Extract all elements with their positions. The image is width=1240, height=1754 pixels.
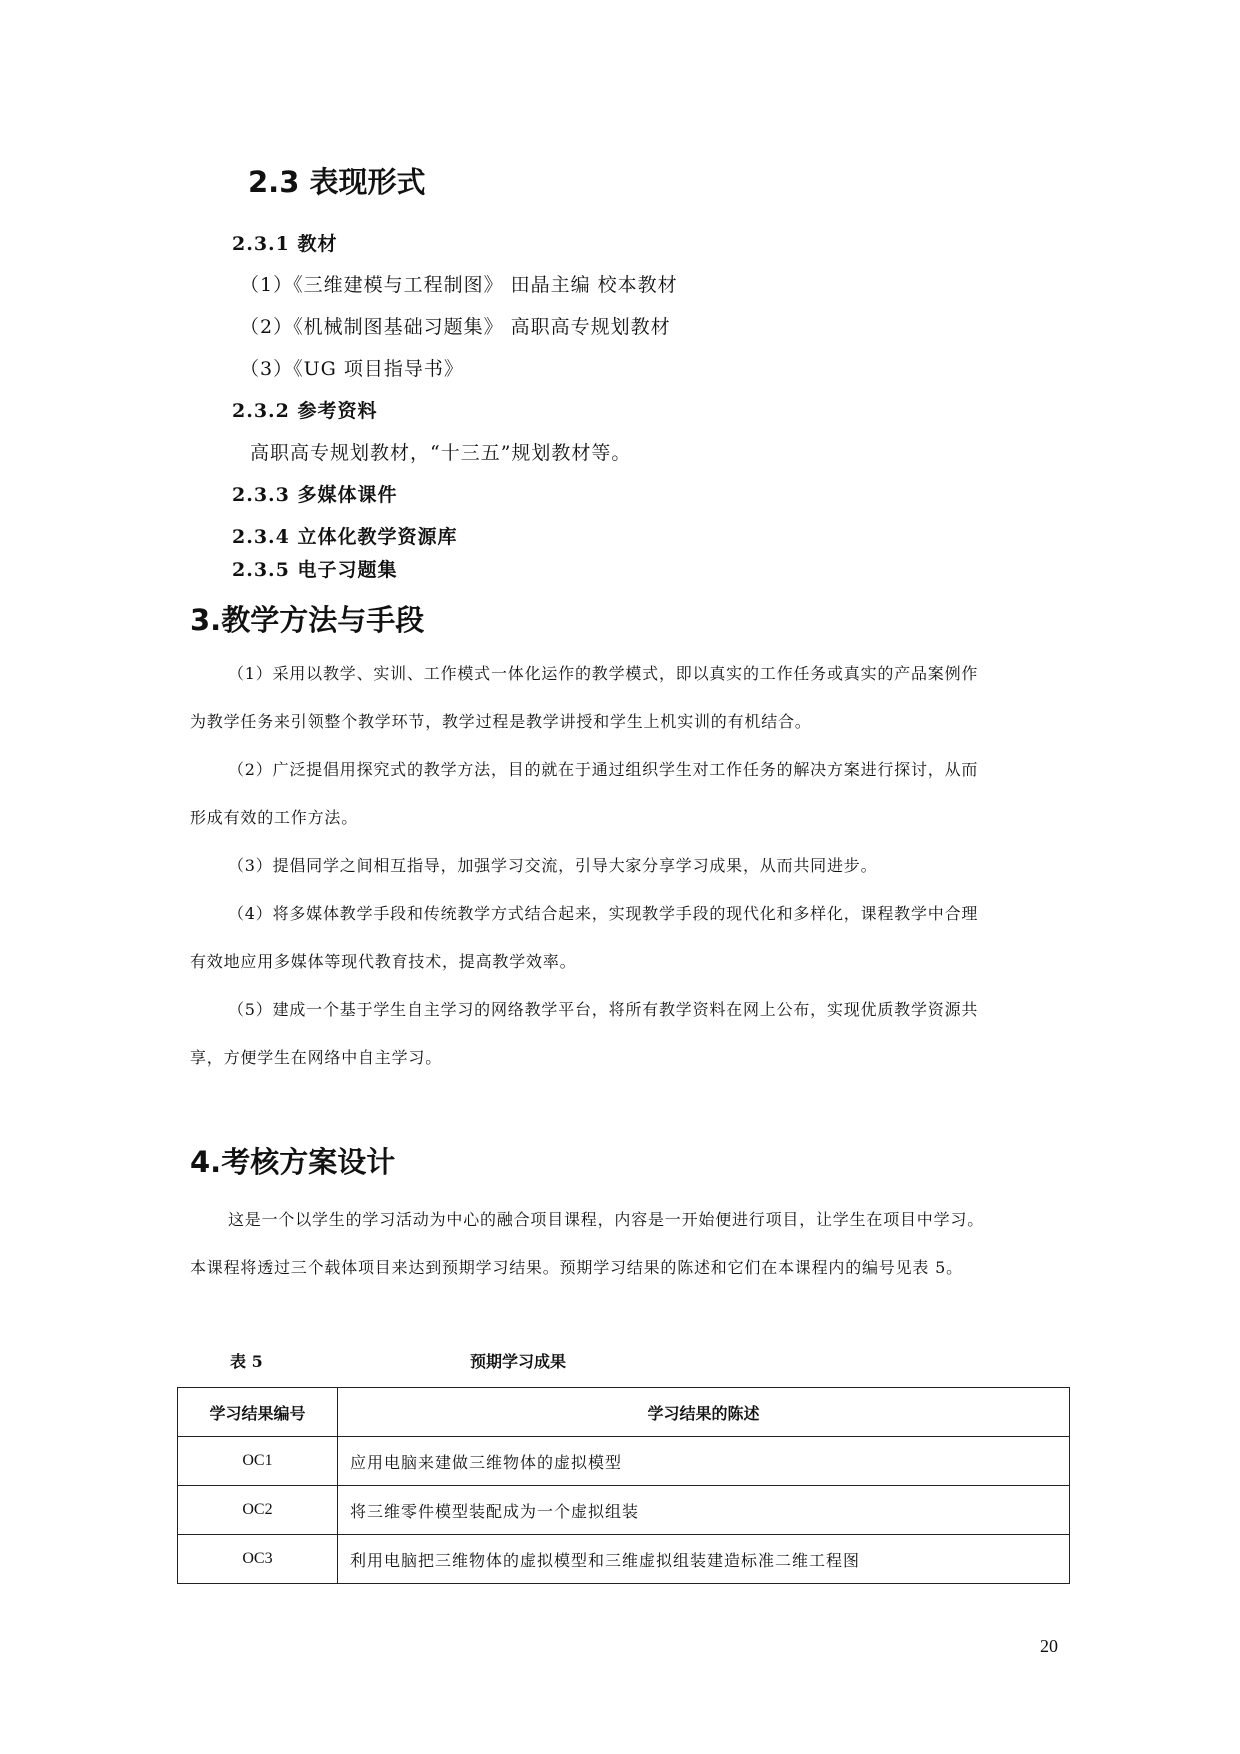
methods-paragraphs xyxy=(190,650,1060,1082)
subsection-title-2-3-2: 2.3.2 参考资料 xyxy=(232,400,378,422)
method-3-line-1: （3）提倡同学之间相互指导，加强学习交流，引导大家分享学习成果，从而共同进步。 xyxy=(228,856,878,875)
textbook-item-2: （2）《机械制图基础习题集》 高职高专规划教材 xyxy=(240,316,671,338)
subsection-title-2-3-1: 2.3.1 教材 xyxy=(232,233,338,255)
page-number: 20 xyxy=(1040,1636,1058,1656)
assessment-line-1: 这是一个以学生的学习活动为中心的融合项目课程，内容是一开始便进行项目，让学生在项目中学习。 xyxy=(228,1210,985,1229)
outcome-description: 应用电脑来建做三维物体的虚拟模型 xyxy=(338,1437,1070,1486)
table-row xyxy=(178,1486,1070,1535)
subsection-title-2-3-4: 2.3.4 立体化教学资源库 xyxy=(232,526,458,548)
section-heading-4: 4.考核方案设计 xyxy=(190,1145,396,1179)
textbook-item-3: （3）《UG 项目指导书》 xyxy=(240,358,464,380)
method-5-line-2: 享，方便学生在网络中自主学习。 xyxy=(190,1048,443,1067)
section-heading-2-3: 2.3 表现形式 xyxy=(248,165,426,199)
method-1-line-1: （1）采用以教学、实训、工作模式一体化运作的教学模式，即以真实的工作任务或真实的产品案例作 xyxy=(228,664,979,683)
outcomes-table xyxy=(177,1387,1070,1584)
method-4-line-2: 有效地应用多媒体等现代教育技术，提高教学效率。 xyxy=(190,952,577,971)
method-2-line-2: 形成有效的工作方法。 xyxy=(190,808,359,827)
table-row xyxy=(178,1437,1070,1486)
textbook-item-1: （1）《三维建模与工程制图》 田晶主编 校本教材 xyxy=(240,274,678,296)
section-heading-3: 3.教学方法与手段 xyxy=(190,603,425,637)
assessment-paragraph xyxy=(190,1196,1060,1292)
table-title: 预期学习成果 xyxy=(470,1352,567,1371)
method-2-line-1: （2）广泛提倡用探究式的教学方法，目的就在于通过组织学生对工作任务的解决方案进行探讨，从而 xyxy=(228,760,979,779)
reference-text: 高职高专规划教材，“十三五”规划教材等。 xyxy=(250,442,632,464)
subsection-title-2-3-5: 2.3.5 电子习题集 xyxy=(232,559,398,581)
outcome-description: 将三维零件模型装配成为一个虚拟组装 xyxy=(338,1486,1070,1535)
outcome-description: 利用电脑把三维物体的虚拟模型和三维虚拟组装建造标准二维工程图 xyxy=(338,1535,1070,1584)
table-header-row xyxy=(178,1388,1070,1437)
subsection-title-2-3-3: 2.3.3 多媒体课件 xyxy=(232,484,398,506)
method-1-line-2: 为教学任务来引领整个教学环节，教学过程是教学讲授和学生上机实训的有机结合。 xyxy=(190,712,812,731)
table-label: 表 5 xyxy=(230,1352,263,1371)
outcome-id: OC2 xyxy=(178,1486,338,1535)
table-row xyxy=(178,1535,1070,1584)
method-4-line-1: （4）将多媒体教学手段和传统教学方式结合起来，实现教学手段的现代化和多样化，课程教学中合理 xyxy=(228,904,979,923)
outcome-id: OC3 xyxy=(178,1535,338,1584)
assessment-line-2: 本课程将透过三个载体项目来达到预期学习结果。预期学习结果的陈述和它们在本课程内的编号见表 5。 xyxy=(190,1258,963,1277)
header-outcome-description: 学习结果的陈述 xyxy=(338,1388,1070,1437)
outcome-id: OC1 xyxy=(178,1437,338,1486)
header-outcome-id: 学习结果编号 xyxy=(178,1388,338,1437)
method-5-line-1: （5）建成一个基于学生自主学习的网络教学平台，将所有教学资料在网上公布，实现优质教学资源共 xyxy=(228,1000,979,1019)
